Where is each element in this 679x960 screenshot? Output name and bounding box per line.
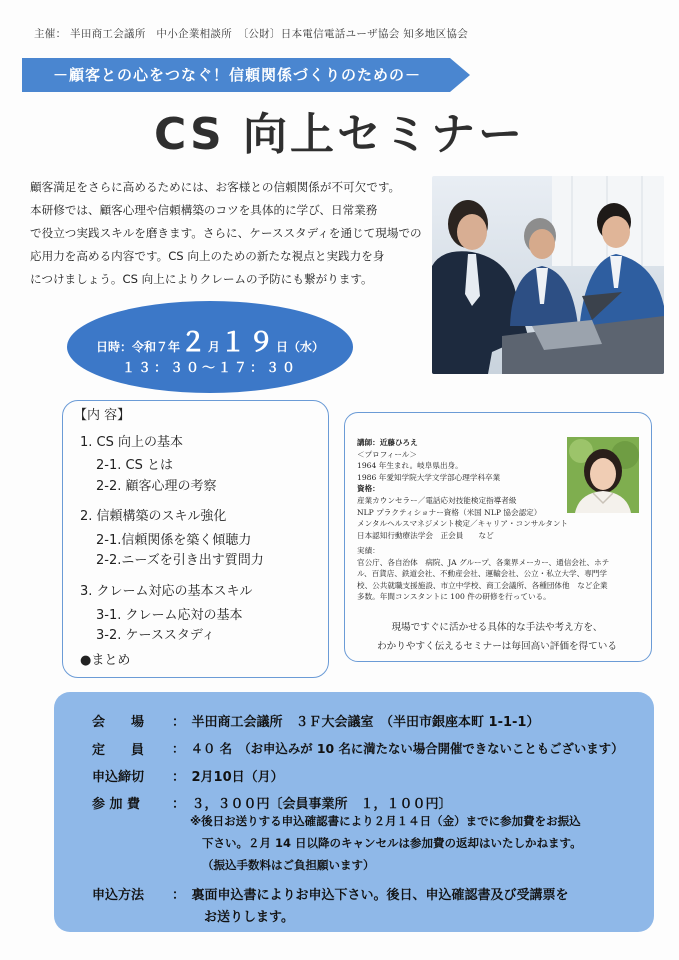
intro-line: で役立つ実践スキルを磨きます。さらに、ケーススタディを通じて現場での (30, 226, 422, 240)
lecturer-profile (357, 437, 572, 541)
contents-item: 3-1. クレーム応対の基本 (96, 608, 243, 623)
date-month-unit: 月 (207, 340, 220, 354)
intro-line: 本研修では、顧客心理や信頼構築のコツを具体的に学び、日常業務 (30, 203, 378, 217)
lecturer-note (344, 618, 650, 656)
deadline-value: ： 2月10日（月） (172, 770, 284, 785)
profile-heading: ＜プロフィール＞ (357, 449, 417, 459)
page-title: CS 向上セミナー (153, 109, 526, 160)
contents-item: 2-1. CS とは (96, 458, 173, 473)
lecturer-portrait (567, 437, 639, 513)
achievement-line: ル、百貨店、鉄道会社、不動産会社、運輸会社、公立・私立大学、専門学 (357, 569, 607, 579)
method-label: 申込方法 (92, 888, 145, 903)
deadline-label: 申込締切 (92, 770, 145, 785)
venue-value: ： 半田商工会議所 ３Ｆ大会議室 （半田市銀座本町 1-1-1） (172, 715, 540, 730)
lecturer-achievements (357, 545, 643, 603)
contents-item: 3. クレーム対応の基本スキル (80, 584, 253, 599)
date-month: ２ (179, 328, 208, 358)
fee-value: ： ３，３００円〔会員事業所 １，１００円〕 (172, 797, 452, 812)
intro-line: 応用力を高める内容です。CS 向上のための新たな視点と実践力を身 (30, 249, 385, 263)
qualification-line: 産業カウンセラー／電話応対技能検定指導者級 (357, 495, 517, 505)
contents-item: ●まとめ (80, 653, 131, 668)
method-value: ： 裏面申込書によりお申込下さい。後日、申込確認書及び受講票を (172, 888, 569, 903)
qualification-line: メンタルヘルスマネジメント検定／キャリア・コンサルタント (357, 519, 569, 529)
qualification-line: 日本認知行動療法学会 正会員 など (357, 530, 494, 540)
date-day: １９ (220, 328, 277, 358)
method-value: お送りします。 (204, 910, 294, 925)
achievements-heading: 実績： (357, 546, 380, 555)
achievement-line: 多数。年間コンスタントに 100 件の研修を行っている。 (357, 592, 551, 602)
business-meeting-photo (432, 176, 664, 374)
fee-note-line: 下さい。２月 14 日以降のキャンセルは参加費の返却はいたしかねます。 (202, 836, 582, 850)
capacity-value: ： ４０ 名 （お申込みが 10 名に満たない場合開催できないこともございます） (172, 741, 624, 756)
venue-label: 会 場 (92, 715, 145, 730)
contents-item: 2. 信頼構築のスキル強化 (80, 509, 227, 524)
fee-label: 参 加 費 (92, 797, 141, 812)
contents-title: 【内 容】 (74, 408, 131, 423)
profile-line: 1964 年生まれ。岐阜県出身。 (357, 461, 463, 471)
lecturer-name: 講師：近藤ひろえ (357, 438, 418, 447)
note-line: わかりやすく伝えるセミナーは毎回高い評価を得ている (377, 641, 617, 652)
contents-item: 1. CS 向上の基本 (80, 435, 183, 450)
intro-line: 顧客満足をさらに高めるためには、お客様との信頼関係が不可欠です。 (30, 180, 401, 194)
organizers-line: 主催： 半田商工会議所 中小企業相談所 〔公財〕日本電信電話ユーザ協会 知多地区協会 (34, 28, 469, 40)
contents-item: 3-2. ケーススタディ (96, 628, 215, 643)
fee-note-line: ※後日お送りする申込確認書により２月１４日（金）までに参加費をお振込 (190, 814, 581, 828)
date-line (66, 322, 354, 359)
fee-note-line: （振込手数料はご負担願います） (202, 858, 375, 872)
date-weekday: （水） (288, 340, 325, 354)
intro-paragraph (30, 176, 422, 291)
date-time: １３：３０～１７：３０ (121, 361, 298, 376)
achievement-line: 官公庁、各自治体 病院、JA グループ、各業界メーカー、通信会社、ホテ (357, 557, 610, 567)
contents-item: 2-2.ニーズを引き出す質問力 (96, 553, 264, 568)
qualifications-heading: 資格： (357, 484, 380, 494)
subtitle-banner (22, 58, 470, 92)
date-label: 日時：令和７年 (95, 340, 180, 354)
note-line: 現場ですぐに活かせる具体的な手法や考え方を、 (391, 622, 603, 633)
banner-text: －顧客との心をつなぐ！信頼関係づくりのための－ (52, 66, 421, 84)
intro-line: につけましょう。CS 向上によりクレームの予防にも繋がります。 (30, 272, 373, 286)
contents-item: 2-2. 顧客心理の考察 (96, 479, 217, 494)
achievement-line: 校、公共就職支援施設、市立中学校、商工会議所、各種団体他 など企業 (357, 580, 608, 590)
capacity-label: 定 員 (92, 743, 145, 758)
profile-line: 1986 年愛知学院大学文学部心理学科卒業 (357, 472, 501, 482)
date-day-unit: 日 (276, 340, 289, 354)
contents-item: 2-1.信頼関係を築く傾聴力 (96, 533, 252, 548)
qualification-line: NLP プラクティショナー資格（米国 NLP 協会認定） (357, 507, 542, 517)
